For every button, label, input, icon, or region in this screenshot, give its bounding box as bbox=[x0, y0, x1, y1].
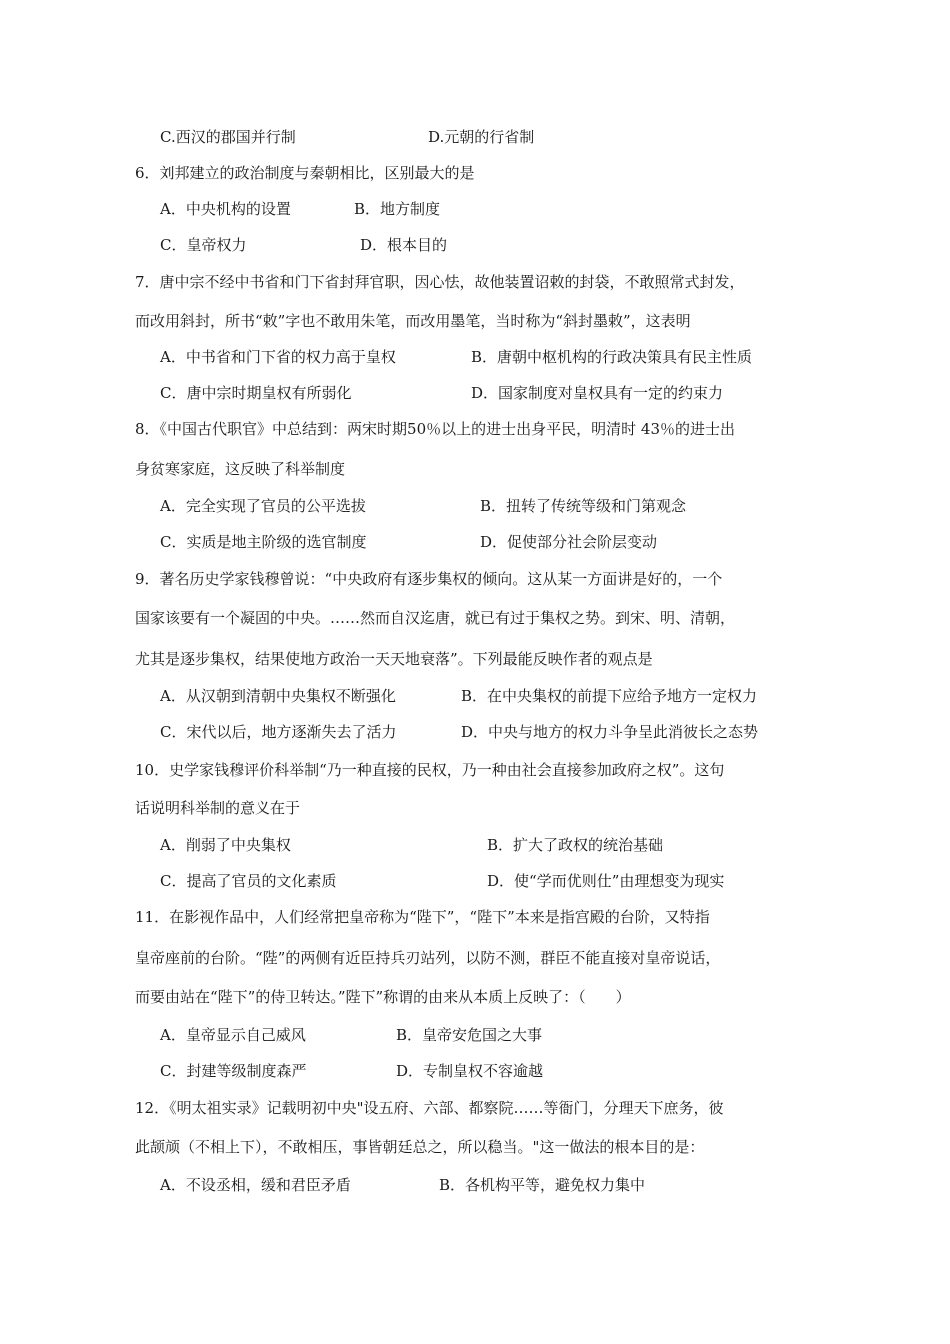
q9-option-a: A．从汉朝到清朝中央集权不断强化 bbox=[160, 687, 396, 705]
q8-stem-line2: 身贫寒家庭，这反映了科举制度 bbox=[135, 460, 346, 478]
q11-stem-line3: 而要由站在“陛下”的侍卫转达。”陛下”称谓的由来从本质上反映了：（ ） bbox=[135, 988, 631, 1006]
q8-option-a: A．完全实现了官员的公平选拔 bbox=[160, 497, 366, 515]
q9-stem-line1: 9．著名历史学家钱穆曾说：“中央政府有逐步集权的倾向。这从某一方面讲是好的，一个 bbox=[135, 570, 723, 588]
q8-option-b: B．扭转了传统等级和门第观念 bbox=[480, 497, 687, 515]
q12-stem-line2: 此颉颃（不相上下），不敢相压，事皆朝廷总之，所以稳当。"这一做法的根本目的是： bbox=[135, 1138, 705, 1156]
q6-option-d: D．根本目的 bbox=[360, 236, 448, 254]
q10-option-a: A．削弱了中央集权 bbox=[160, 836, 291, 854]
q11-option-b: B．皇帝安危国之大事 bbox=[396, 1026, 543, 1044]
q9-option-c: C．宋代以后，地方逐渐失去了活力 bbox=[160, 723, 397, 741]
q5-option-c: C.西汉的郡国并行制 bbox=[160, 128, 296, 146]
q7-option-d: D．国家制度对皇权具有一定的约束力 bbox=[471, 384, 724, 402]
q11-stem-line1: 11．在影视作品中，人们经常把皇帝称为“陛下”，“陛下”本来是指宫殿的台阶，又特指 bbox=[135, 908, 710, 926]
q6-stem: 6．刘邦建立的政治制度与秦朝相比，区别最大的是 bbox=[135, 164, 475, 182]
q8-option-c: C．实质是地主阶级的选官制度 bbox=[160, 533, 367, 551]
q5-option-d: D.元朝的行省制 bbox=[428, 128, 535, 146]
q9-option-d: D．中央与地方的权力斗争呈此消彼长之态势 bbox=[461, 723, 759, 741]
q8-option-d: D．促使部分社会阶层变动 bbox=[480, 533, 658, 551]
q11-stem-line2: 皇帝座前的台阶。“陛”的两侧有近臣持兵刃站列，以防不测，群臣不能直接对皇帝说话， bbox=[135, 949, 721, 967]
q10-stem-line1: 10．史学家钱穆评价科举制“乃一种直接的民权，乃一种由社会直接参加政府之权”。这句 bbox=[135, 761, 725, 779]
q7-stem-line2: 而改用斜封，所书“敕”字也不敢用朱笔，而改用墨笔，当时称为“斜封墨敕”，这表明 bbox=[135, 312, 691, 330]
q12-option-b: B．各机构平等，避免权力集中 bbox=[439, 1176, 646, 1194]
q10-option-b: B．扩大了政权的统治基础 bbox=[487, 836, 664, 854]
q8-stem-line1: 8．《中国古代职官》中总结到：两宋时期50％以上的进士出身平民，明清时 43％的进士出 bbox=[135, 420, 735, 438]
q10-stem-line2: 话说明科举制的意义在于 bbox=[135, 799, 301, 817]
q12-stem-line1: 12．《明太祖实录》记载明初中央"设五府、六部、都察院……等衙门，分理天下庶务，彼 bbox=[135, 1099, 724, 1117]
q10-option-c: C．提高了官员的文化素质 bbox=[160, 872, 337, 890]
q9-stem-line2: 国家该要有一个凝固的中央。……然而自汉迄唐，就已有过于集权之势。到宋、明、清朝， bbox=[135, 609, 736, 627]
q7-option-b: B．唐朝中枢机构的行政决策具有民主性质 bbox=[471, 348, 753, 366]
q10-option-d: D．使“学而优则仕”由理想变为现实 bbox=[487, 872, 725, 890]
q6-option-a: A．中央机构的设置 bbox=[160, 200, 291, 218]
q7-stem-line1: 7．唐中宗不经中书省和门下省封拜官职，因心怯，故他装置诏敕的封袋，不敢照常式封发， bbox=[135, 273, 745, 291]
q12-option-a: A．不设丞相，缓和君臣矛盾 bbox=[160, 1176, 351, 1194]
q11-option-c: C．封建等级制度森严 bbox=[160, 1062, 307, 1080]
q9-option-b: B．在中央集权的前提下应给予地方一定权力 bbox=[461, 687, 758, 705]
q7-option-c: C．唐中宗时期皇权有所弱化 bbox=[160, 384, 352, 402]
q11-option-a: A．皇帝显示自己威风 bbox=[160, 1026, 306, 1044]
q7-option-a: A．中书省和门下省的权力高于皇权 bbox=[160, 348, 396, 366]
q9-stem-line3: 尤其是逐步集权，结果使地方政治一天天地衰落”。下列最能反映作者的观点是 bbox=[135, 650, 653, 668]
q6-option-b: B．地方制度 bbox=[354, 200, 441, 218]
q6-option-c: C．皇帝权力 bbox=[160, 236, 247, 254]
q11-option-d: D．专制皇权不容逾越 bbox=[396, 1062, 544, 1080]
